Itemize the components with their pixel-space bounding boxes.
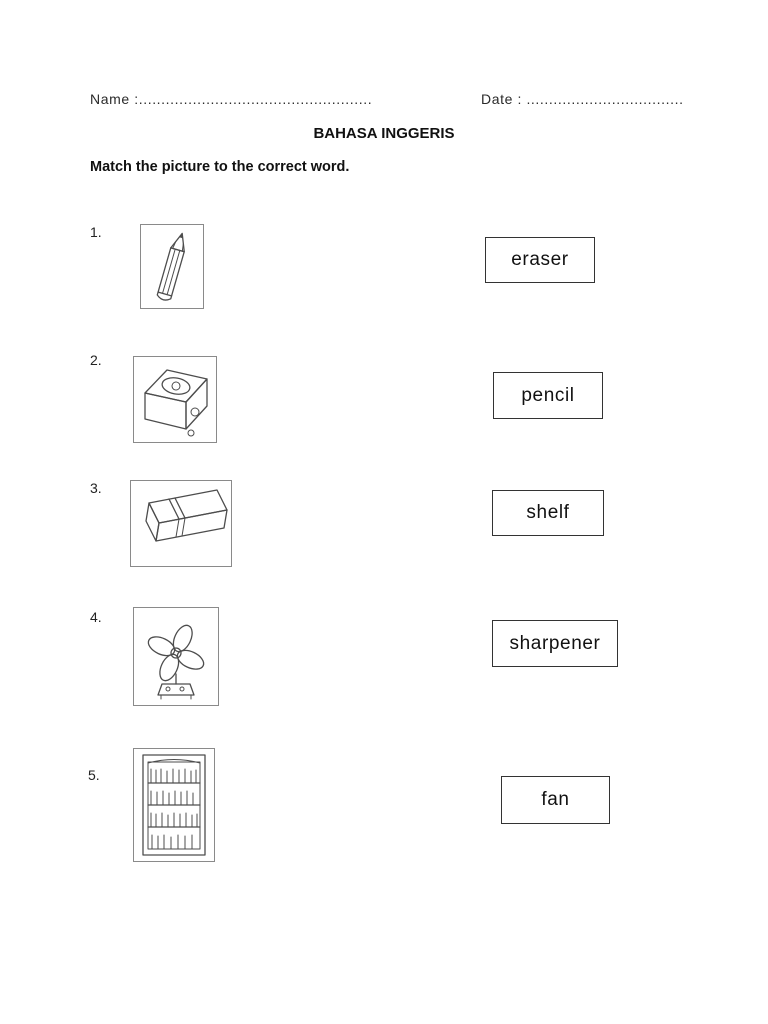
page-title: BAHASA INGGERIS bbox=[313, 125, 455, 142]
picture-box-eraser[interactable] bbox=[130, 480, 232, 567]
item-3-number: 3. bbox=[90, 480, 102, 496]
item-2-number: 2. bbox=[90, 352, 102, 368]
word-box-pencil[interactable] bbox=[493, 372, 603, 419]
eraser-image bbox=[131, 481, 231, 566]
word-label: sharpener bbox=[509, 632, 601, 654]
bookshelf-image bbox=[134, 749, 214, 861]
picture-box-sharpener[interactable] bbox=[133, 356, 217, 443]
word-label: shelf bbox=[526, 502, 570, 523]
word-box-shelf[interactable] bbox=[492, 490, 604, 536]
word-box-fan[interactable] bbox=[501, 776, 610, 824]
instruction-text: Match the picture to the correct word. bbox=[90, 159, 350, 175]
picture-box-pencil[interactable] bbox=[140, 224, 204, 309]
item-5-number: 5. bbox=[88, 767, 100, 783]
date-field-line: Date : ................................... bbox=[481, 91, 684, 107]
word-box-eraser[interactable] bbox=[485, 237, 595, 283]
sharpener-image bbox=[134, 357, 216, 442]
fan-image bbox=[134, 608, 218, 705]
name-field-line: Name :.................................................... bbox=[90, 91, 373, 107]
item-1-number: 1. bbox=[90, 224, 102, 240]
word-label: fan bbox=[541, 789, 570, 810]
word-box-sharpener[interactable] bbox=[492, 620, 618, 667]
word-label: pencil bbox=[521, 384, 575, 406]
picture-box-bookshelf[interactable] bbox=[133, 748, 215, 862]
word-label: eraser bbox=[511, 249, 569, 270]
item-4-number: 4. bbox=[90, 609, 102, 625]
pencil-image bbox=[141, 225, 203, 308]
picture-box-fan[interactable] bbox=[133, 607, 219, 706]
